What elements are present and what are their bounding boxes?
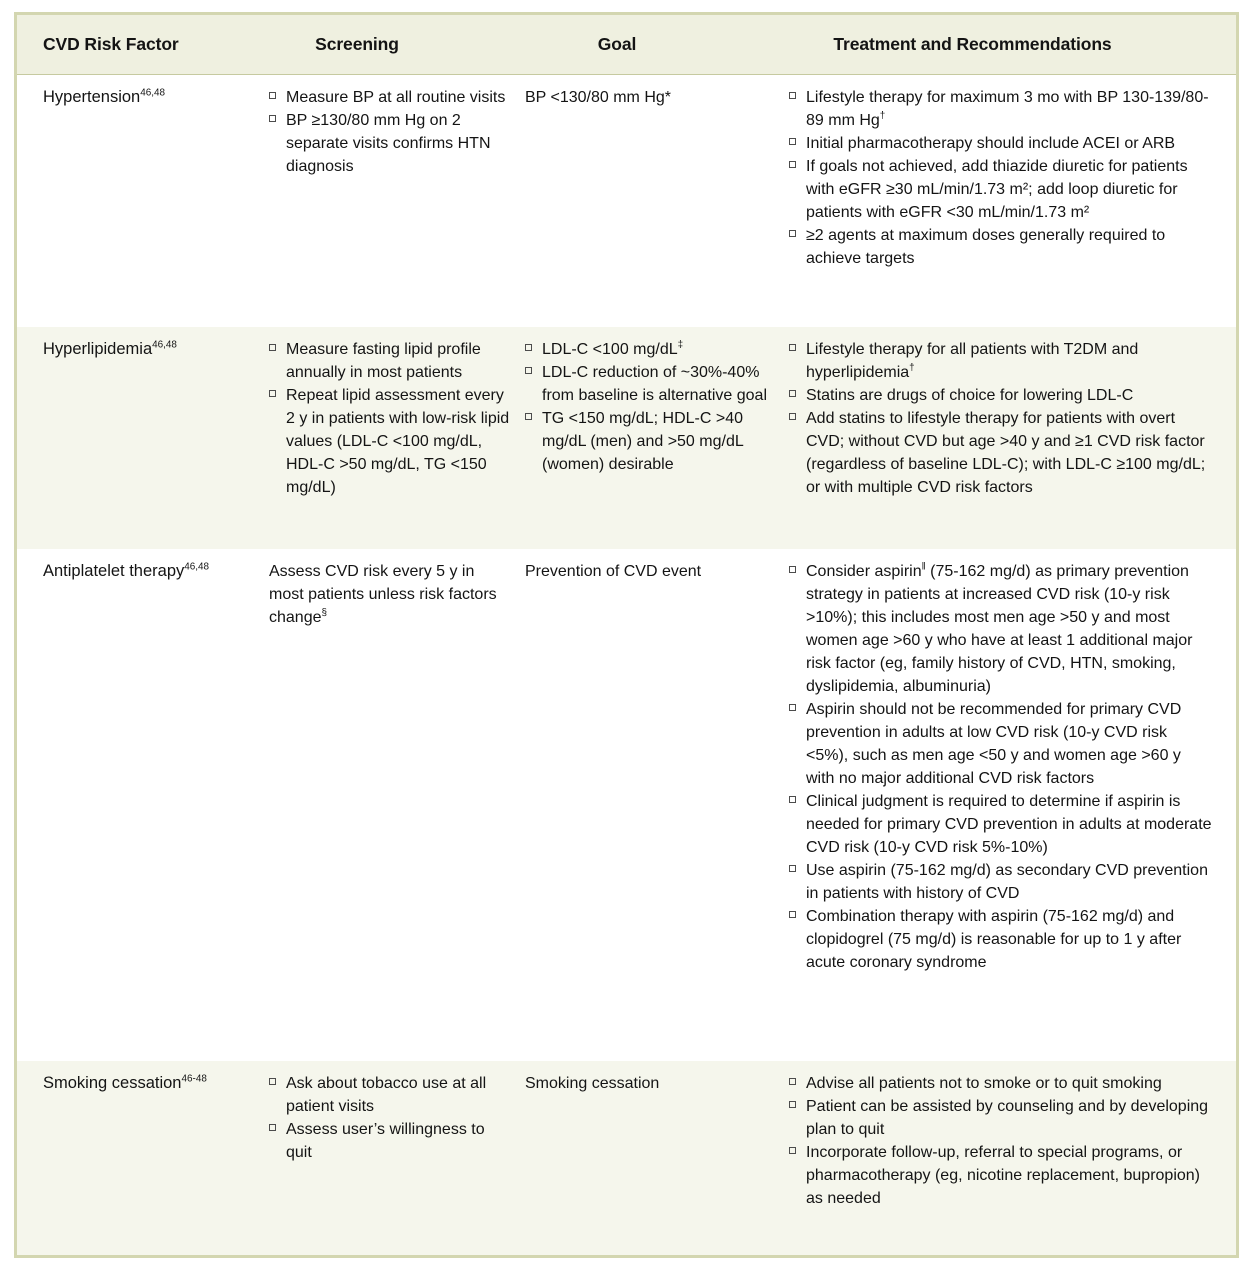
column-header-screening: Screening — [315, 34, 399, 54]
cell-item — [269, 109, 511, 178]
goal-cell — [525, 75, 789, 327]
cell-item — [789, 338, 1212, 384]
screening-cell — [269, 327, 525, 549]
item-text: LDL-C reduction of ~30%-40% from baseline is alternative goal — [542, 364, 768, 404]
cell-item — [789, 407, 1212, 499]
item-text: Combination therapy with aspirin (75-162 mg/d) and clopidogrel (75 mg/d) is reasonable for up to 1 y after acute coronary syndrome — [806, 908, 1182, 971]
item-text: Add statins to lifestyle therapy for patients with overt CVD; without CVD but age >40 y and ≥1 CVD risk factor (regardless of baseline LDL-C); with LDL-C ≥100 mg/dL; or with multiple CVD risk factors — [806, 410, 1206, 496]
item-text: LDL-C <100 mg/dL‡ — [542, 339, 684, 358]
risk-factor-name: Antiplatelet therapy — [43, 562, 185, 580]
column-header-risk-factor: CVD Risk Factor — [43, 34, 179, 54]
square-bullet-icon — [789, 1101, 796, 1108]
square-bullet-icon — [789, 344, 796, 351]
cell-item — [789, 859, 1212, 905]
treatment-cell — [789, 549, 1236, 1061]
risk-factor-cell — [17, 549, 269, 1061]
risk-factor-name: Hypertension — [43, 88, 141, 106]
goal-cell — [525, 327, 789, 549]
cell-item — [789, 224, 1212, 270]
treatment-item-list — [789, 338, 1212, 499]
square-bullet-icon — [789, 704, 796, 711]
cell-item — [789, 698, 1212, 790]
treatment-item-list — [789, 86, 1212, 270]
screening-cell — [269, 549, 525, 1061]
treatment-item-list — [789, 1072, 1212, 1210]
table-row-antiplatelet-therapy — [17, 549, 1236, 1061]
cell-item — [789, 86, 1212, 132]
square-bullet-icon — [525, 367, 532, 374]
screening-item-list — [269, 560, 511, 629]
cell-item — [789, 790, 1212, 859]
square-bullet-icon — [525, 413, 532, 420]
item-text: Repeat lipid assessment every 2 y in patients with low-risk lipid values (LDL-C <100 mg/dL, HDL-C >50 mg/dL, TG <150 mg/dL) — [286, 387, 510, 496]
reference-superscript: 46,48 — [184, 561, 210, 573]
reference-superscript: 46-48 — [181, 1073, 207, 1085]
square-bullet-icon — [789, 865, 796, 872]
square-bullet-icon — [789, 1147, 796, 1154]
square-bullet-icon — [269, 115, 276, 122]
reference-superscript: 46,48 — [140, 87, 166, 99]
cell-item — [269, 338, 511, 384]
item-text: Consider aspirin‖ (75-162 mg/d) as primary prevention strategy in patients at increased CVD risk (10-y risk >10%); this includes most men age >50 y and most women age >60 y who have at least 1 additional major risk factor (eg, family history of CVD, HTN, smoking, dyslipidemia, albuminuria) — [806, 561, 1193, 695]
risk-factor-cell — [17, 327, 269, 549]
item-text: ≥2 agents at maximum doses generally required to achieve targets — [806, 227, 1166, 267]
screening-cell — [269, 75, 525, 327]
square-bullet-icon — [789, 796, 796, 803]
square-bullet-icon — [789, 1078, 796, 1085]
square-bullet-icon — [789, 230, 796, 237]
item-text: Assess user’s willingness to quit — [286, 1121, 485, 1161]
square-bullet-icon — [269, 1078, 276, 1085]
table-row-hypertension — [17, 75, 1236, 327]
item-text: Initial pharmacotherapy should include ACEI or ARB — [806, 135, 1176, 152]
screening-item-list — [269, 1072, 511, 1164]
item-text: Statins are drugs of choice for lowering LDL-C — [806, 387, 1134, 404]
cell-item — [789, 560, 1212, 698]
square-bullet-icon — [789, 161, 796, 168]
item-text: Aspirin should not be recommended for primary CVD prevention in adults at low CVD risk (10-y CVD risk <5%), such as men age <50 y and women age >60 y with no major additional CVD risk factors — [806, 701, 1182, 787]
cell-item — [269, 560, 511, 629]
square-bullet-icon — [269, 1124, 276, 1131]
square-bullet-icon — [789, 138, 796, 145]
cvd-risk-factor-table — [14, 12, 1239, 1258]
table-row-hyperlipidemia — [17, 327, 1236, 549]
item-text: Measure BP at all routine visits — [286, 89, 506, 106]
reference-superscript: 46,48 — [152, 339, 177, 351]
screening-cell — [269, 1061, 525, 1255]
cell-item — [525, 407, 771, 476]
item-text: Assess CVD risk every 5 y in most patients unless risk factors change§ — [269, 563, 497, 626]
treatment-cell — [789, 75, 1236, 327]
goal-item-list — [525, 86, 771, 109]
goal-item-list — [525, 338, 771, 476]
cell-item — [525, 361, 771, 407]
screening-item-list — [269, 86, 511, 178]
item-text: Advise all patients not to smoke or to quit smoking — [806, 1075, 1162, 1092]
item-text: If goals not achieved, add thiazide diuretic for patients with eGFR ≥30 mL/min/1.73 m²; add loop diuretic for patients with eGFR <30 mL/min/1.73 m² — [806, 158, 1188, 221]
risk-factor-name: Hyperlipidemia — [43, 340, 153, 358]
treatment-item-list — [789, 560, 1212, 974]
square-bullet-icon — [789, 911, 796, 918]
item-text: Lifestyle therapy for maximum 3 mo with BP 130-139/80-89 mm Hg† — [806, 89, 1209, 129]
item-text: TG <150 mg/dL; HDL-C >40 mg/dL (men) and >50 mg/dL (women) desirable — [542, 410, 744, 473]
goal-cell — [525, 549, 789, 1061]
square-bullet-icon — [789, 413, 796, 420]
treatment-cell — [789, 327, 1236, 549]
treatment-cell — [789, 1061, 1236, 1255]
goal-item-list — [525, 560, 771, 583]
square-bullet-icon — [789, 566, 796, 573]
cell-item — [789, 905, 1212, 974]
goal-cell — [525, 1061, 789, 1255]
cell-item — [789, 155, 1212, 224]
screening-item-list — [269, 338, 511, 499]
cell-item — [789, 132, 1212, 155]
item-text: BP ≥130/80 mm Hg on 2 separate visits confirms HTN diagnosis — [286, 112, 491, 175]
table-row-smoking-cessation — [17, 1061, 1236, 1255]
cell-item — [525, 338, 771, 361]
goal-item-list — [525, 1072, 771, 1095]
item-text: Patient can be assisted by counseling and by developing plan to quit — [806, 1098, 1209, 1138]
square-bullet-icon — [269, 92, 276, 99]
square-bullet-icon — [269, 344, 276, 351]
cell-item — [525, 86, 771, 109]
table-header-row — [17, 15, 1236, 75]
cell-item — [789, 1095, 1212, 1141]
cell-item — [789, 384, 1212, 407]
item-text: Use aspirin (75-162 mg/d) as secondary CVD prevention in patients with history of CVD — [806, 862, 1208, 902]
cell-item — [269, 86, 511, 109]
risk-factor-cell — [17, 75, 269, 327]
cell-item — [269, 384, 511, 499]
risk-factor-name: Smoking cessation — [43, 1074, 182, 1092]
column-header-treatment: Treatment and Recommendations — [833, 34, 1112, 54]
item-text: Incorporate follow-up, referral to special programs, or pharmacotherapy (eg, nicotine replacement, bupropion) as needed — [806, 1144, 1201, 1207]
item-text: Measure fasting lipid profile annually in most patients — [286, 341, 481, 381]
item-text: Lifestyle therapy for all patients with T2DM and hyperlipidemia† — [806, 341, 1139, 381]
cell-item — [789, 1072, 1212, 1095]
item-text: Clinical judgment is required to determine if aspirin is needed for primary CVD prevention in adults at moderate CVD risk (10-y CVD risk 5%-10%) — [806, 793, 1212, 856]
square-bullet-icon — [525, 344, 532, 351]
column-header-goal: Goal — [597, 34, 637, 54]
risk-factor-cell — [17, 1061, 269, 1255]
square-bullet-icon — [789, 390, 796, 397]
square-bullet-icon — [269, 390, 276, 397]
cell-item — [525, 560, 771, 583]
square-bullet-icon — [789, 92, 796, 99]
cell-item — [269, 1072, 511, 1118]
cell-item — [269, 1118, 511, 1164]
cell-item — [789, 1141, 1212, 1210]
item-text: Ask about tobacco use at all patient visits — [286, 1075, 487, 1115]
item-text: Prevention of CVD event — [525, 563, 702, 580]
item-text: BP <130/80 mm Hg* — [525, 89, 672, 106]
cell-item — [525, 1072, 771, 1095]
item-text: Smoking cessation — [525, 1075, 660, 1092]
